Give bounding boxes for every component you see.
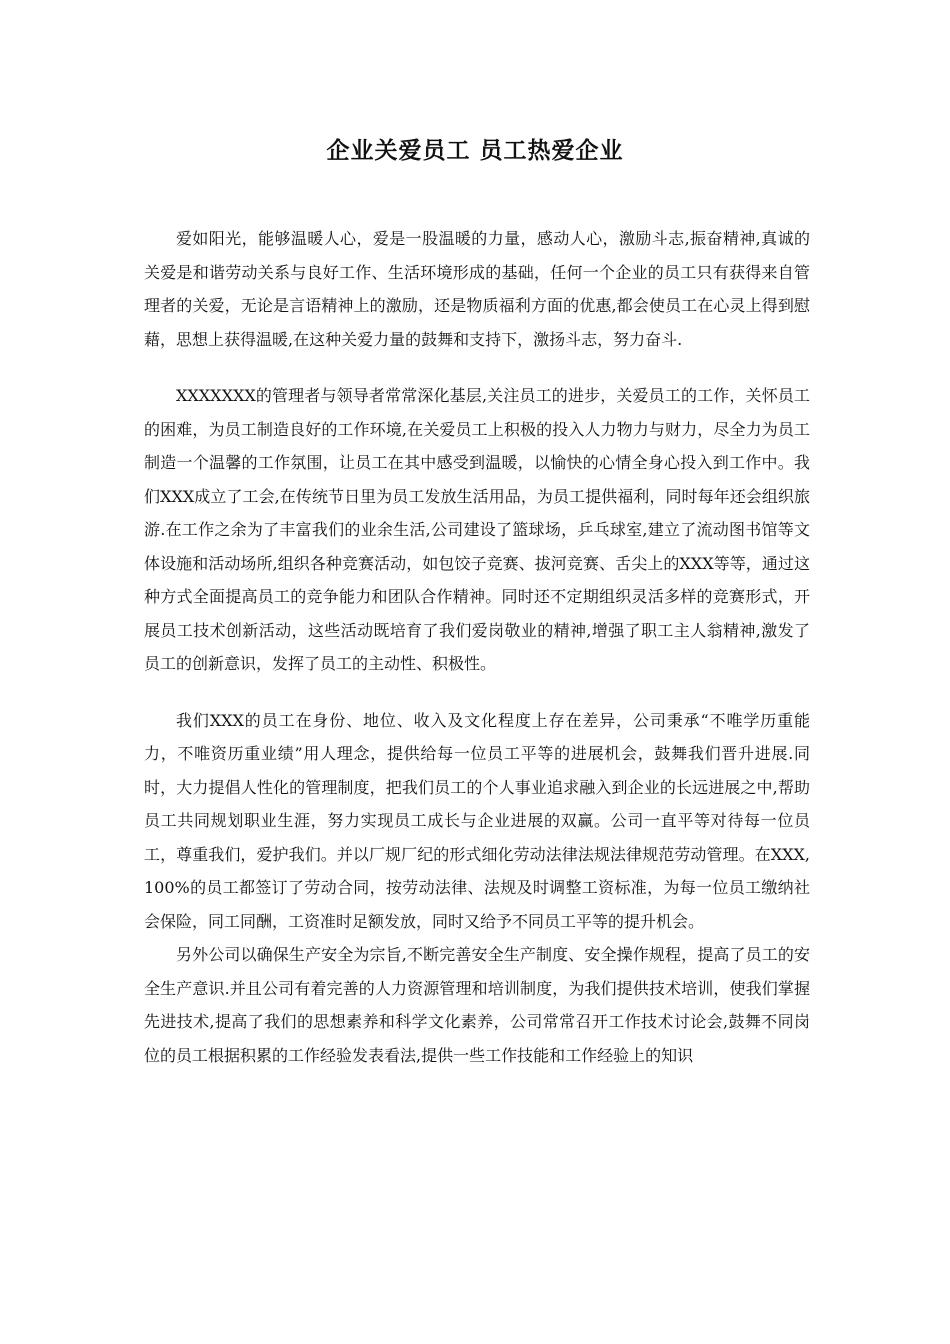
document-body: [144, 222, 810, 1072]
paragraph-4: 另外公司以确保生产安全为宗旨,不断完善安全生产制度、安全操作规程，提高了员工的安全生产意识.并且公司有着完善的人力资源管理和培训制度，为我们提供技术培训，使我们掌握先进技术,提高了我们的思想素养和科学文化素养，公司常常召开工作技术讨论会,鼓舞不同岗位的员工根据积累的工作经验发表看法,提供一些工作技能和工作经验上的知识: [144, 945, 810, 1065]
paragraph-2: XXXXXXX的管理者与领导者常常深化基层,关注员工的进步，关爱员工的工作，关怀员工的困难，为员工制造良好的工作环境,在关爱员工上积极的投入人力物力与财力，尽全力为员工制造一个温馨的工作氛围，让员工在其中感受到温暖，以愉快的心情全身心投入到工作中。我们XXX成立了工会,在传统节日里为员工发放生活用品，为员工提供福利，同时每年还会组织旅游.在工作之余为了丰富我们的业余生活,公司建设了篮球场，乒乓球室,建立了流动图书馆等文体设施和活动场所,组织各种竞赛活动，如包饺子竞赛、拔河竞赛、舌尖上的XXX等等，通过这种方式全面提高员工的竞争能力和团队合作精神。同时还不定期组织灵活多样的竞赛形式，开展员工技术创新活动，这些活动既培育了我们爱岗敬业的精神,增强了职工主人翁精神,激发了员工的创新意识，发挥了员工的主动性、积极性。: [144, 386, 810, 673]
paragraph-1: 爱如阳光，能够温暖人心，爱是一股温暖的力量，感动人心，激励斗志,振奋精神,真诚的关爱是和谐劳动关系与良好工作、生活环境形成的基础，任何一个企业的员工只有获得来自管理者的关爱，无论是言语精神上的激励，还是物质福利方面的优惠,都会使员工在心灵上得到慰藉，思想上获得温暖,在这种关爱力量的鼓舞和支持下，激扬斗志，努力奋斗.: [144, 229, 810, 349]
paragraph-3: 我们XXX的员工在身份、地位、收入及文化程度上存在差异，公司秉承“不唯学历重能力，不唯资历重业绩”用人理念，提供给每一位员工平等的进展机会，鼓舞我们晋升进展.同时，大力提倡人性化的管理制度，把我们员工的个人事业追求融入到企业的长远进展之中,帮助员工共同规划职业生涯，努力实现员工成长与企业进展的双赢。公司一直平等对待每一位员工，尊重我们，爱护我们。并以厂规厂纪的形式细化劳动法律法规法律规范劳动管理。在XXX,100%的员工都签订了劳动合同，按劳动法律、法规及时调整工资标准，为每一位员工缴纳社会保险，同工同酬，工资准时足额发放，同时又给予不同员工平等的提升机会。: [144, 710, 810, 931]
document-title: 企业关爱员工 员工热爱企业: [326, 138, 624, 164]
